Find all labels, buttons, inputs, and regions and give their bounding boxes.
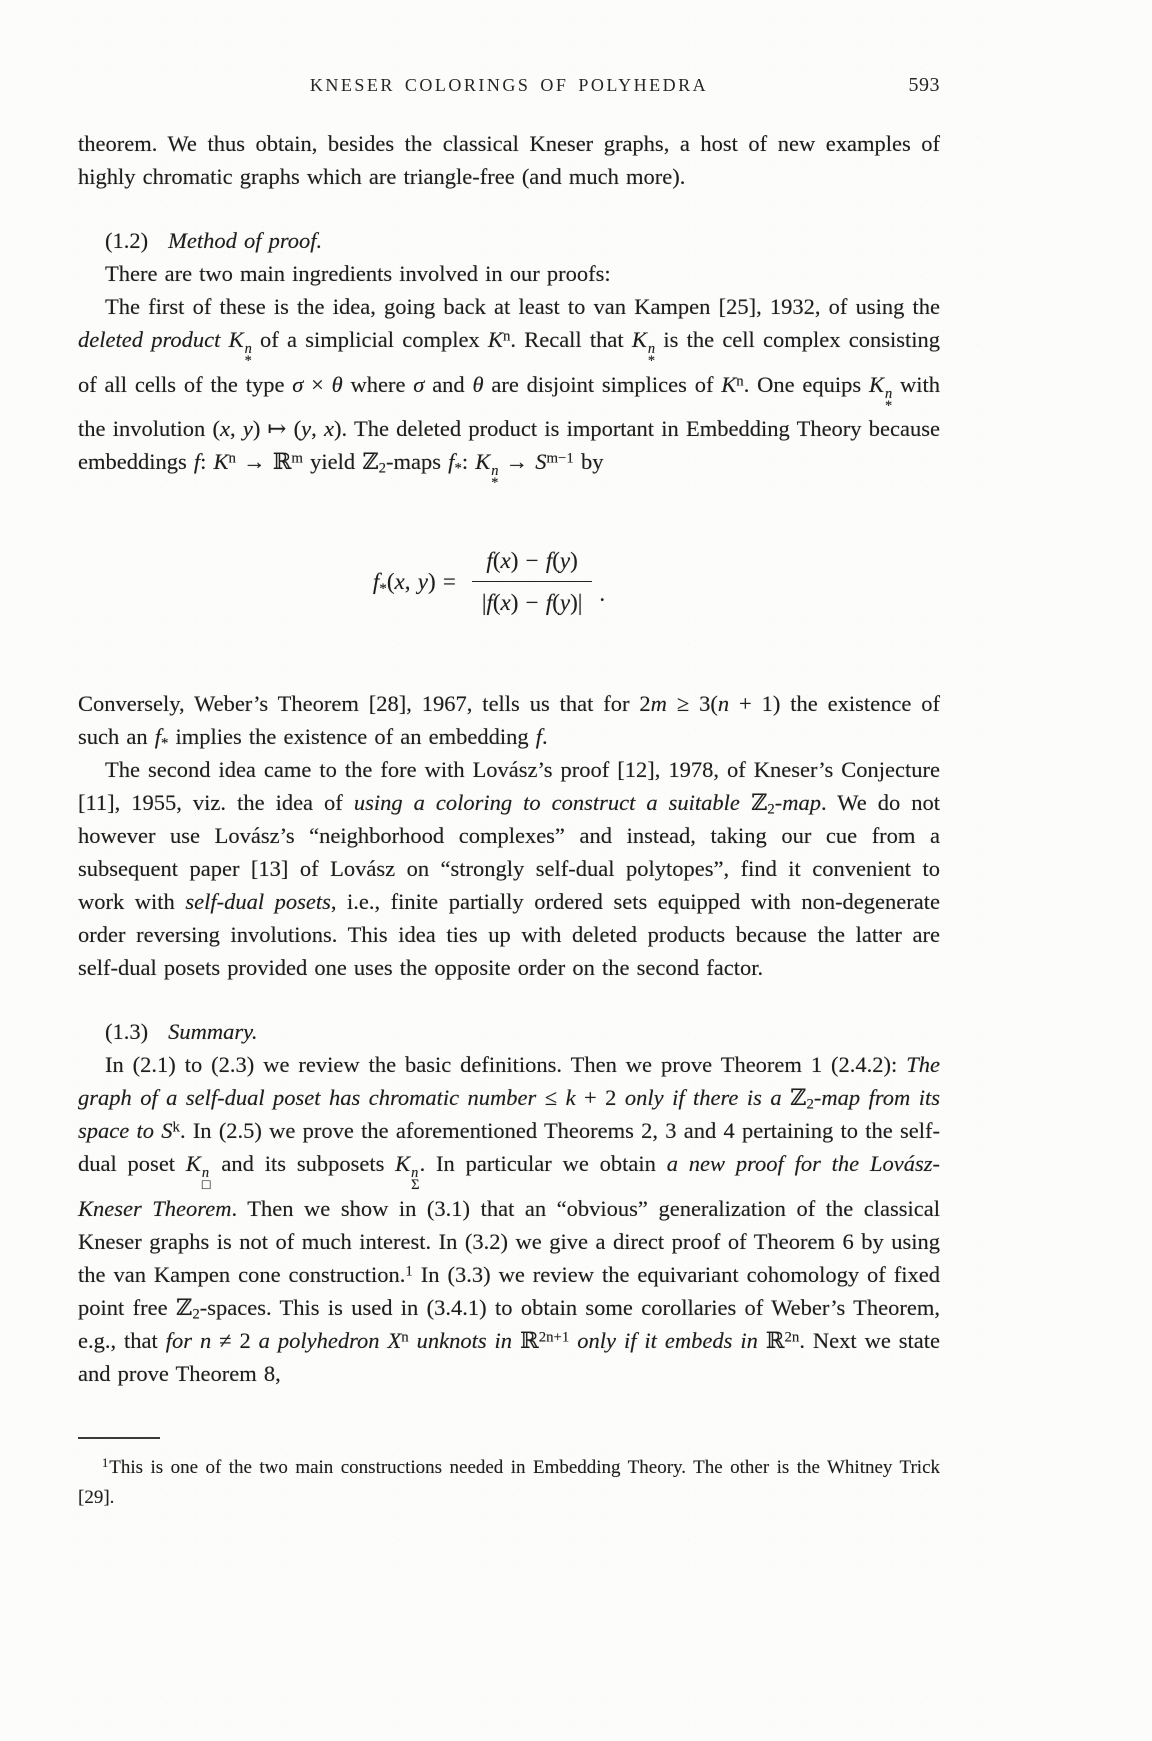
section-1-2-label: (1.2) xyxy=(105,228,149,253)
paragraph-intro-continuation: theorem. We thus obtain, besides the classical Kneser graphs, a host of new examples of highly chromatic graphs which are triangle-free (and much more). xyxy=(78,131,940,189)
footnote-marker: 1 xyxy=(102,1456,109,1471)
paragraph-first-idea: The first of these is the idea, going back at least to van Kampen [25], 1932, of using the deleted product K n * of a simplicial complex $K^n$. Recall that K n * is the cell complex consisting of all cells of the type σ × θ where σ and θ are disjoint simplices of $K^n$. One equips K n * with the involution (x, y) ↦ (y, x). The deleted product is important in Embedding Theory because embeddings f: $K^n$ → ℝ$^m$ yield ℤ$_2$-maps $f_*$: K n * → $S^{m-1}$ by xyxy=(78,294,940,492)
displayed-formula xyxy=(78,544,900,619)
section-1-2-title: Method of proof. xyxy=(168,228,323,253)
footnote-rule xyxy=(78,1437,160,1439)
section-1-3-title: Summary. xyxy=(168,1019,258,1045)
formula-lhs: $f_*(x$, y) = xyxy=(372,569,456,597)
page-number: 593 xyxy=(908,74,940,96)
running-head-title: KNESER COLORINGS OF POLYHEDRA xyxy=(309,75,709,95)
paragraph-second-idea: The second idea came to the fore with Lovász’s proof [12], 1978, of Kneser’s Conjecture [11], 1955, viz. the idea of using a coloring to construct a suitable ℤ$_2$-map. We do not however use Lovász’s “neighborhood complexes” and instead, taking our cue from a subsequent paper [13] of Lovász on “strongly self-dual polytopes”, find it convenient to work with self-dual posets, i.e., finite partially ordered sets equipped with non-degenerate order reversing involutions. This idea ties up with deleted products because the latter are self-dual posets provided one uses the opposite order on the second factor. xyxy=(78,757,940,981)
formula-fraction xyxy=(472,544,593,619)
paragraph-ingredients: There are two main ingredients involved in our proofs: xyxy=(105,261,611,286)
formula-numerator: f(x) − f(y) xyxy=(472,544,593,582)
formula-period: . xyxy=(599,581,606,607)
page-body xyxy=(78,127,940,1513)
page-header xyxy=(78,74,940,97)
footnote xyxy=(78,1453,940,1513)
paragraph-conversely: Conversely, Weber’s Theorem [28], 1967, tells us that for 2m ≥ 3(n + 1) the existence of such an $f_*$ implies the existence of an embedding f. xyxy=(78,691,941,752)
paragraph-summary: In (2.1) to (2.3) we review the basic definitions. Then we prove Theorem 1 (2.4.2): The graph of a self-dual poset has chromatic number ≤ k + 2 only if there is a ℤ$_2$-map from its space to $S^k$. In (2.5) we prove the aforementioned Theorems 2, 3 and 4 pertaining to the self-dual poset K n □ and its subposets K n Σ . In particular we obtain a new proof for the Lovász-Kneser Theorem. Then we show in (3.1) that an “obvious” generalization of the classical Kneser graphs is not of much interest. In (3.2) we give a direct proof of Theorem 6 by using the van Kampen cone construction.$^1$ In (3.3) we review the equivariant cohomology of fixed point free ℤ$_2$-spaces. This is used in (3.4.1) to obtain some corollaries of Weber’s Theorem, e.g., that for n ≠ 2 a polyhedron $X^n$ unknots in ℝ$^{2n+1}$ only if it embeds in ℝ$^{2n}$. Next we state and prove Theorem 8, xyxy=(78,1052,941,1386)
section-heading-1-3 xyxy=(78,1015,940,1048)
footnote-text: This is one of the two main constructions needed in Embedding Theory. The other is the Whitney Trick [29]. xyxy=(78,1456,940,1508)
formula-denominator: |f(x) − f(y)| xyxy=(481,590,583,616)
section-1-3-label: (1.3) xyxy=(105,1019,149,1045)
section-heading-1-2 xyxy=(78,224,940,257)
